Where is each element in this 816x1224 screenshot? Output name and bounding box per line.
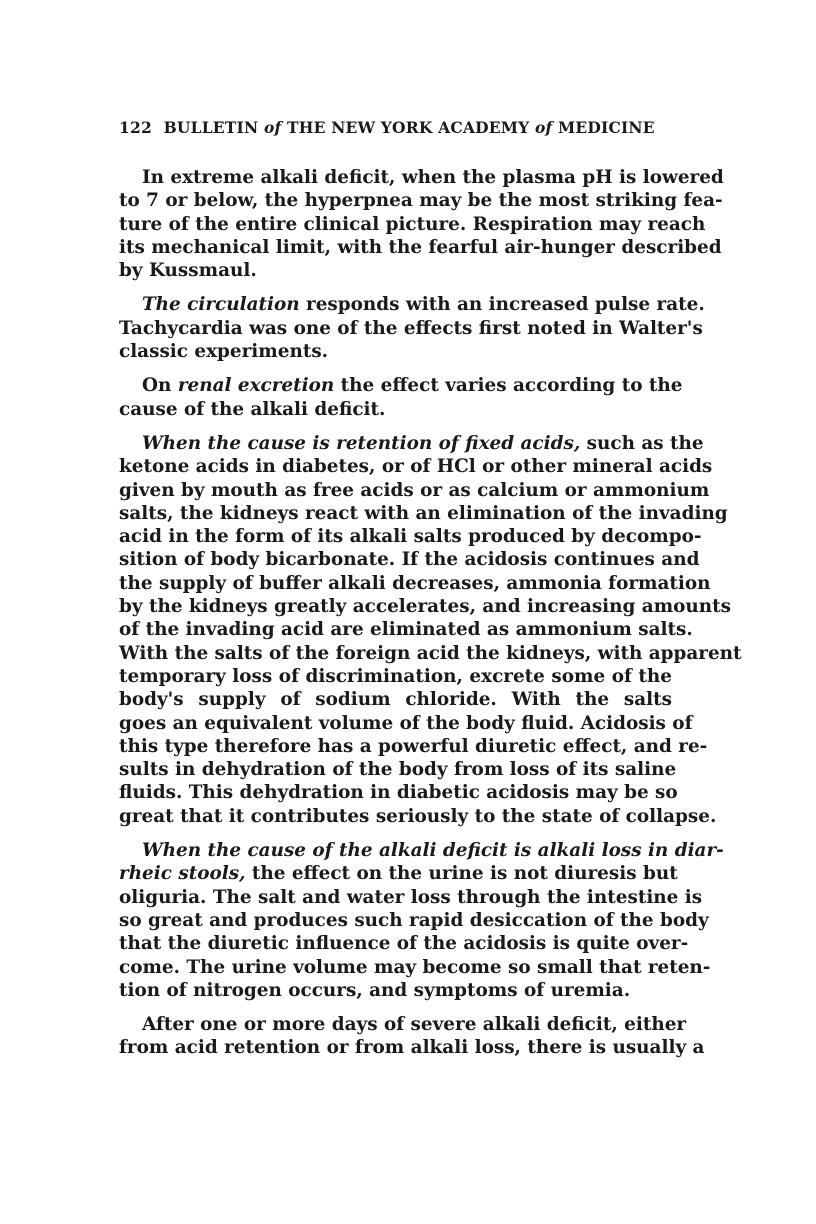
text-line: body's supply of sodium chloride. With the salts [119, 689, 672, 711]
text-line [119, 293, 705, 316]
text-line: to 7 or below, the hyperpnea may be the most striking fea- [119, 190, 723, 212]
text-line: its mechanical limit, with the fearful air-hunger described [119, 236, 722, 258]
journal-title-part: BULLETIN [163, 118, 259, 137]
text-run: responds with an increased pulse rate. [306, 294, 705, 316]
paragraph-alkali-loss [119, 839, 724, 1002]
text-run: On [142, 375, 172, 397]
body-text [119, 166, 742, 1060]
text-line: this type therefore has a powerful diuretic effect, and re- [119, 735, 708, 757]
journal-title-part: MEDICINE [557, 118, 655, 137]
text-line: from acid retention or from alkali loss, there is usually a [119, 1037, 705, 1059]
text-line [119, 862, 678, 885]
text-line: goes an equivalent volume of the body fluid. Acidosis of [119, 712, 693, 734]
journal-title-of: of [263, 118, 282, 137]
paragraph-circulation [119, 293, 705, 363]
text-line: Tachycardia was one of the effects first noted in Walter's [119, 317, 703, 339]
text-line [119, 839, 724, 862]
text-line: In extreme alkali deficit, when the plasma pH is lowered [142, 167, 724, 188]
text-run: the effect on the urine is not diuresis but [251, 863, 678, 885]
journal-title-part: THE NEW YORK ACADEMY [287, 118, 530, 137]
text-line: of the invading acid are eliminated as ammonium salts. [119, 619, 693, 641]
text-line: ture of the entire clinical picture. Respiration may reach [119, 213, 706, 235]
text-line: oliguria. The salt and water loss through the intestine is [119, 886, 703, 908]
text-line: fluids. This dehydration in diabetic acidosis may be so [119, 782, 678, 804]
text-line: by the kidneys greatly accelerates, and increasing amounts [119, 596, 732, 618]
paragraph-renal-excretion [119, 374, 683, 421]
text-run: such as the [586, 432, 704, 454]
text-line: so great and produces such rapid desiccation of the body [119, 909, 709, 931]
italic-term: When the cause of the alkali deficit is alkali loss in diar- [142, 840, 724, 862]
text-line: classic experiments. [119, 341, 329, 363]
text-line: salts, the kidneys react with an elimination of the invading [119, 502, 728, 524]
text-line: the supply of buffer alkali decreases, ammonia formation [119, 572, 711, 594]
text-line: cause of the alkali deficit. [119, 398, 386, 420]
text-line: given by mouth as free acids or as calcium or ammonium [119, 479, 710, 501]
text-line: sition of body bicarbonate. If the acidosis continues and [119, 549, 700, 571]
text-line: acid in the form of its alkali salts produced by decompo- [119, 526, 702, 548]
running-head [119, 118, 679, 137]
text-line: by Kussmaul. [119, 260, 257, 282]
text-line: With the salts of the foreign acid the kidneys, with apparent [119, 642, 742, 664]
paragraph-after-days [119, 1013, 705, 1060]
journal-title-of: of [534, 118, 553, 137]
italic-term: rheic stools, [119, 863, 246, 885]
italic-term: The circulation [142, 294, 300, 316]
text-line: After one or more days of severe alkali deficit, either [142, 1014, 687, 1036]
text-line [119, 432, 704, 455]
text-line: sults in dehydration of the body from loss of its saline [119, 759, 677, 781]
italic-term: When the cause is retention of fixed acids, [142, 432, 581, 454]
italic-term: renal excretion [177, 375, 335, 397]
text-line: tion of nitrogen occurs, and symptoms of uremia. [119, 979, 631, 1001]
paragraph-fixed-acids [119, 432, 742, 828]
page-number: 122 [119, 118, 152, 137]
text-line: ketone acids in diabetes, or of HCl or other mineral acids [119, 456, 713, 478]
text-line: come. The urine volume may become so small that reten- [119, 956, 711, 978]
text-line [119, 374, 683, 397]
text-line: temporary loss of discrimination, excrete some of the [119, 665, 672, 687]
paragraph-alkali-deficit [119, 166, 724, 282]
text-line: great that it contributes seriously to the state of collapse. [119, 805, 717, 827]
text-line: that the diuretic influence of the acidosis is quite over- [119, 933, 689, 955]
text-run: the effect varies according to the [340, 375, 683, 397]
